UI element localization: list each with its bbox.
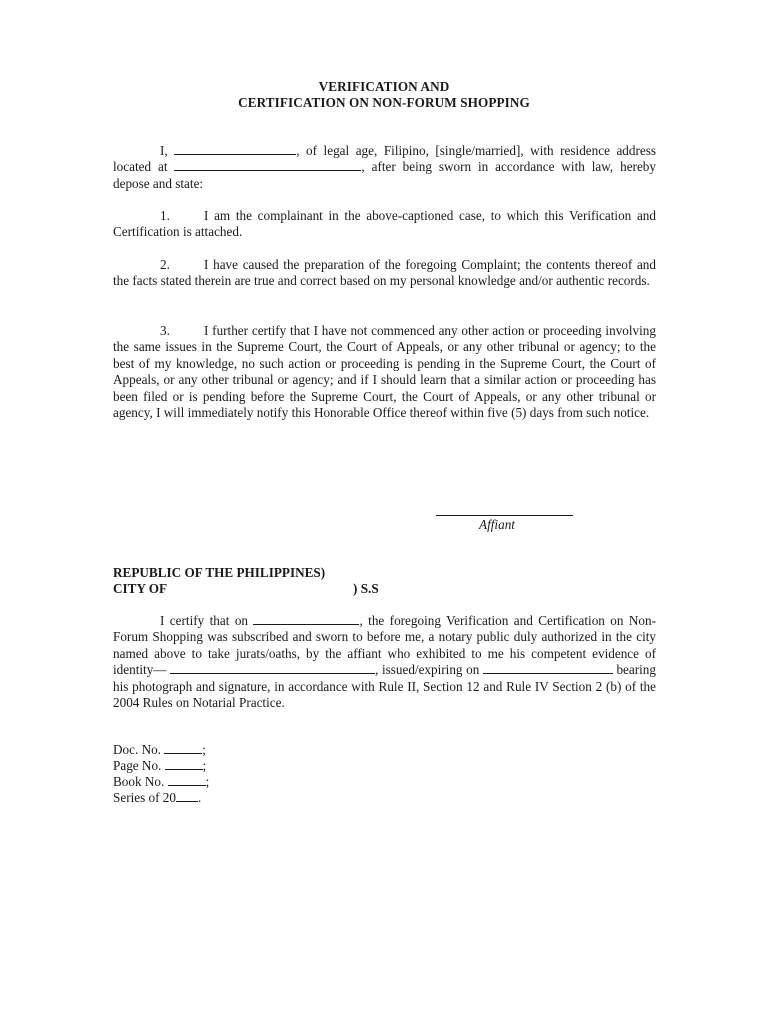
paragraph-1 (113, 208, 656, 241)
book-no-semicolon: ; (205, 774, 210, 789)
page-no-label: Page No. (113, 758, 162, 773)
page-no-line (113, 758, 206, 774)
series-label: Series of 20 (113, 790, 176, 805)
book-no-label: Book No. (113, 774, 165, 789)
doc-no-line (113, 742, 206, 758)
document-title-line-2: CERTIFICATION ON NON-FORUM SHOPPING (238, 95, 530, 110)
venue-ss: ) S.S (353, 581, 379, 596)
id-blank (170, 662, 375, 674)
doc-no-blank (164, 742, 202, 754)
venue-republic: REPUBLIC OF THE PHILIPPINES) (113, 565, 326, 580)
jurat-text-2: , the foregoing Verification and Certification on Non-Forum Shopping was subscribed and sworn to before me, a notary public duly authorized in the city named above to take jurats/oaths, by the affiant who exhibited to me his competent evidence of identity— (113, 613, 657, 678)
doc-no-label: Doc. No. (113, 742, 161, 757)
intro-text-3: , after being sworn in accordance with law, hereby depose and state: (113, 159, 656, 191)
page-no-semicolon: ; (202, 758, 207, 773)
paragraph-2-number: 2. (160, 257, 170, 272)
paragraph-3 (113, 323, 656, 421)
affiant-label: Affiant (479, 517, 515, 532)
series-period: . (198, 790, 202, 805)
venue-city-label: CITY OF (113, 581, 168, 596)
page-no-blank (165, 758, 203, 770)
paragraph-3-text: I further certify that I have not commenced any other action or proceeding involving the same issues in the Supreme Court, the Court of Appeals, or any other tribunal or agency; to the best of my knowledge, no such action or proceeding is pending in the Supreme Court, the Court of Appeals, or any other tribunal or agency; and if I should learn that a similar action or proceeding has been filed or is pending before the Supreme Court, the Court of Appeals, or any other tribunal or agency, I will immediately notify this Honorable Office thereof within five (5) days from such notice. (113, 323, 656, 421)
intro-text-2: , of legal age, Filipino, [single/married], with residence address located at (113, 143, 657, 175)
jurat-text-1: I certify that on (160, 613, 249, 628)
paragraph-2 (113, 257, 656, 290)
series-line (113, 790, 201, 806)
jurat-text-4: bearing his photograph and signature, in accordance with Rule II, Section 12 and Rule IV Section 2 (b) of the 2004 Rules on Notarial Practice. (113, 662, 656, 711)
name-blank (174, 143, 296, 155)
intro-text-1: I, (160, 143, 168, 158)
book-no-line (113, 774, 209, 790)
paragraph-3-number: 3. (160, 323, 170, 338)
paragraph-1-text: I am the complainant in the above-captioned case, to which this Verification and Certification is attached. (113, 208, 656, 240)
paragraph-2-text: I have caused the preparation of the foregoing Complaint; the contents thereof and the facts stated therein are true and correct based on my personal knowledge and/or authentic records. (113, 257, 656, 289)
address-blank (174, 159, 361, 171)
series-blank (176, 790, 198, 802)
intro-paragraph (113, 143, 656, 192)
date-blank (253, 613, 359, 625)
book-no-blank (168, 774, 206, 786)
affiant-signature-line (436, 515, 573, 516)
document-title-line-1: VERIFICATION AND (318, 79, 450, 94)
expiry-blank (483, 662, 613, 674)
jurat-paragraph (113, 613, 656, 711)
paragraph-1-number: 1. (160, 208, 170, 223)
venue-city (113, 581, 379, 597)
doc-no-semicolon: ; (202, 742, 206, 757)
jurat-text-3: , issued/expiring on (375, 662, 480, 678)
